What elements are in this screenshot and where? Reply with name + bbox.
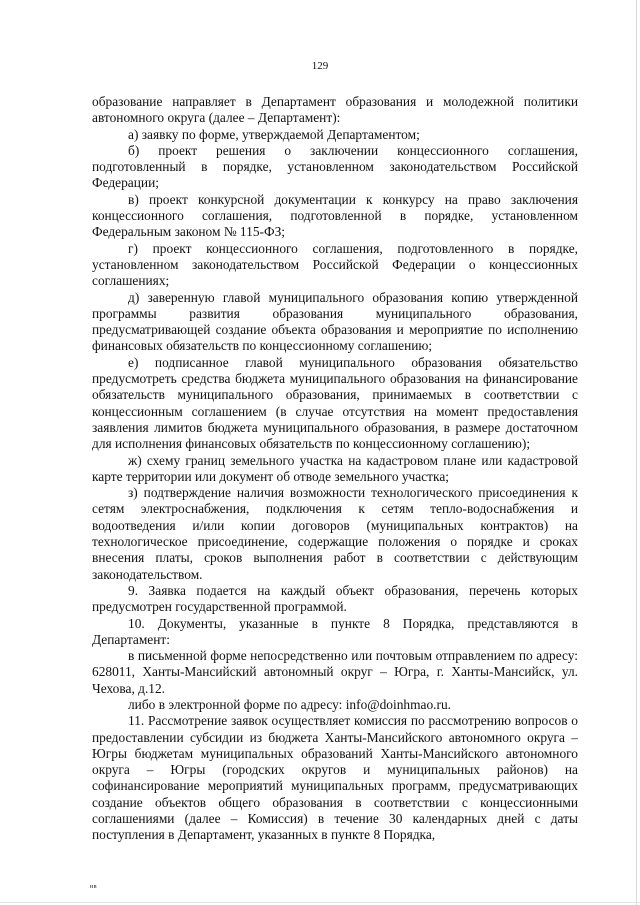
footer-initials: нв xyxy=(90,884,98,890)
paragraph: образование направляет в Департамент образования и молодежной политики автономного округа (далее – Департамент): xyxy=(92,94,578,126)
clause-11: 11. Рассмотрение заявок осуществляет комиссия по рассмотрению вопросов о предоставлении субсидии из бюджета Ханты-Мансийского автономного округа – Югры бюджетам муниципальных образований Ханты-Мансийского автономного округа – Югры (городских округов и муниципальных районов) на софинансирование мероприятий муниципальных программ, предусматривающих создание объектов общего образования в соответствии с концессионными соглашениями (далее – Комиссия) в течение 30 календарных дней с даты поступления в Департамент, указанных в пункте 8 Порядка, xyxy=(92,713,578,843)
list-item-e: е) подписанное главой муниципального образования обязательство предусмотреть средства бюджета муниципального образования на финансирование обязательств муниципального образования, принимаемых в соответствии с концессионным соглашением (в случае отсутствия на момент предоставления заявления лимитов бюджета муниципального образования, в размере достаточном для исполнения финансовых обязательств по концессионному соглашению); xyxy=(92,354,578,452)
submission-electronic: либо в электронной форме по адресу: info@doinhmao.ru. xyxy=(128,696,452,712)
list-item-g: г) проект концессионного соглашения, подготовленного в порядке, установленном законодательством Российской Федерации о концессионных соглашениях; xyxy=(92,240,578,289)
list-item-v: в) проект конкурсной документации к конкурсу на право заключения концессионного соглашения, подготовленной в порядке, установленном Федеральным законом № 115-ФЗ; xyxy=(92,191,578,240)
list-item-z: з) подтверждение наличия возможности технологического присоединения к сетям электроснабжения, подключения к сетям тепло-водоснабжения и водоотведения и/или копии договоров (муниципальных контрактов) на технологическое присоединение, содержащие положения о порядке и сроках внесения платы, сроков выполнения работ в соответствии с действующим законодательством. xyxy=(92,485,578,582)
submission-postal: в письменной форме непосредственно или почтовым отправлением по адресу: 628011, Ханты-Мансийский автономный округ – Югра, г. Ханты-Мансийск, ул. Чехова, д.12. xyxy=(92,648,578,696)
body-text xyxy=(92,94,578,844)
page-number: 129 xyxy=(311,60,329,72)
clause-9: 9. Заявка подается на каждый объект образования, перечень которых предусмотрен государственной программой. xyxy=(92,582,578,615)
clause-10: 10. Документы, указанные в пункте 8 Порядка, представляются в Департамент: xyxy=(92,615,578,647)
scan-edge-right xyxy=(636,0,637,905)
list-item-d: д) заверенную главой муниципального образования копию утвержденной программы развития образования муниципального образования, предусматривающей создание объекта образования и мероприятие по исполнению финансовых обязательств по концессионному соглашению; xyxy=(92,289,578,354)
list-item-zh: ж) схему границ земельного участка на кадастровом плане или кадастровой карте территории или документ об отводе земельного участка; xyxy=(92,452,578,484)
list-item-a: а) заявку по форме, утверждаемой Департаментом; xyxy=(128,126,420,142)
scan-edge-bottom xyxy=(0,902,640,903)
list-item-b: б) проект решения о заключении концессионного соглашения, подготовленный в порядке, установленном законодательством Российской Федерации; xyxy=(92,142,578,191)
